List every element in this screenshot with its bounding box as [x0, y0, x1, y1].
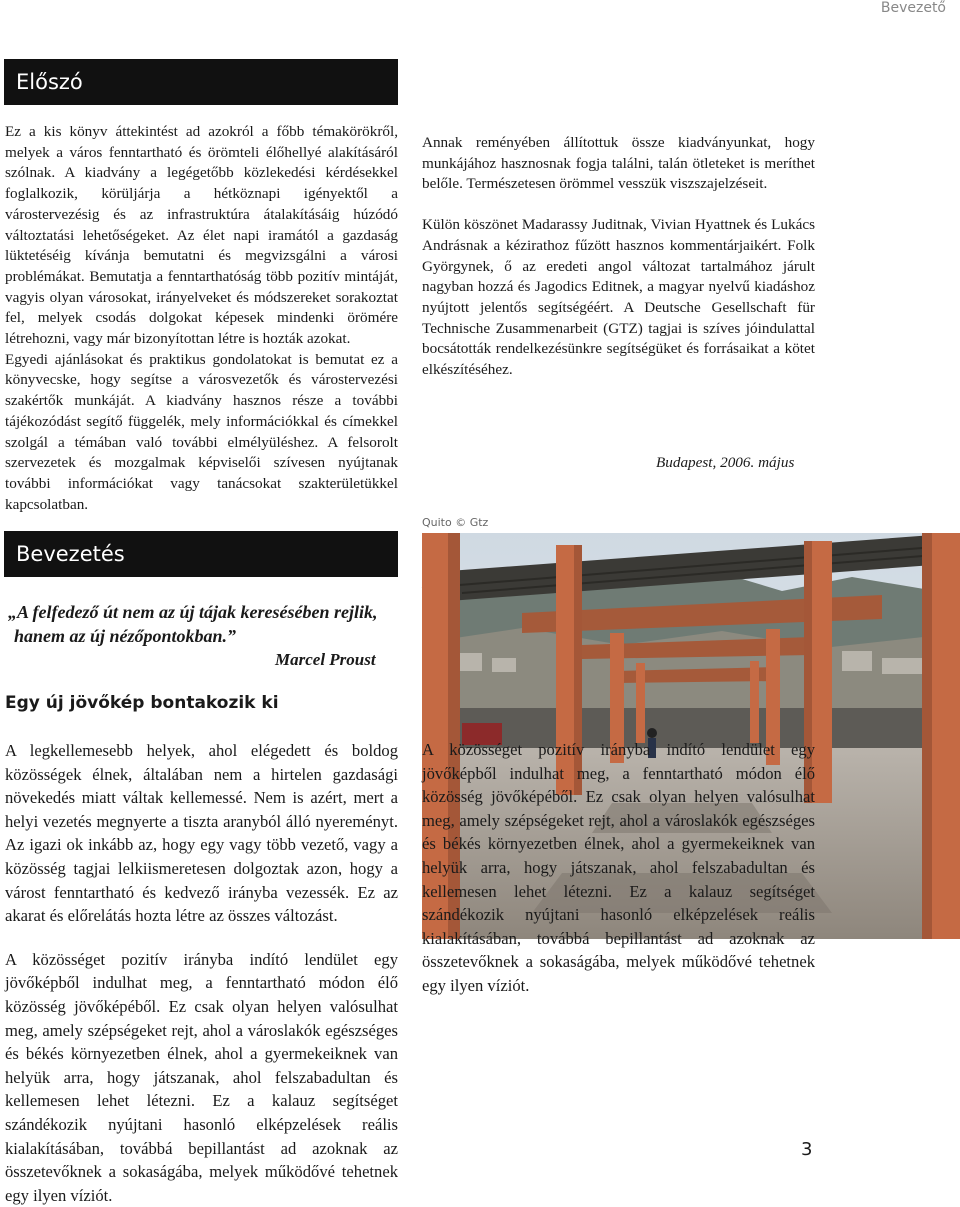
photo-caption: Quito © Gtz	[422, 516, 489, 529]
running-head: Bevezető	[880, 0, 946, 16]
foreword-paragraph-3: Annak reményében állítottuk össze kiadványunkat, hogy munkájához hasznosnak fogja találni, talán ötleteket is meríthet belőle. Természetesen örömmel vesszük viszszajelzéseit.	[422, 134, 815, 193]
epigraph-line-1: „A felfedező út nem az új tájak keresésében rejlik,	[8, 602, 378, 622]
introduction-heading-bar	[4, 531, 398, 577]
introduction-right-column	[422, 740, 815, 1090]
introduction-paragraph-2-overflow-text: A közösséget pozitív irányba indító lendület egy jövőképből indulhat meg, a fenntartható módon élő közösség jövőképéből. Ez csak olyan helyen valósulhat meg, amely szépségeket rejt, ahol a városlakók egészséges és békés környezetben élnek, ahol a gyermekeiknek van helyük arra, hogy játszanak, ahol felszabadultan és kellemesen lehet létezni. Ez a kalauz segítséget szándékozik nyújtani hasonló elképzelések reális kialakításában, továbbá bepillantást ad azoknak az összetevőknek a sokaságába, melyek működővé tehetnek egy ilyen víziót.	[422, 740, 815, 995]
foreword-left-column	[5, 122, 398, 513]
page-number: 3	[801, 1139, 813, 1160]
foreword-paragraph-2: Egyedi ajánlásokat és praktikus gondolatokat is bemutat ez a könyvecske, hogy segítse a városvezetők és várostervezési szakértők munkáját. A kiadvány hasznos része a további tájékozódást segítő függelék, mely információkkal és címekkel szolgál a témában való további elmélyüléshez. A felsorolt szervezetek és mozgalmak képviselői szívesen nyújtanak további információkat vagy tanácsokat szakterületükkel kapcsolatban.	[5, 350, 398, 513]
foreword-paragraph-4: Külön köszönet Madarassy Juditnak, Vivian Hyattnek és Lukács Andrásnak a kézirathoz fűzött hasznos kommentárjaikért. Folk Györgynek, ő az eredeti angol változat tartalmához járult nagyban hozzá és Jagodics Editnek, a magyar nyelvű kiadáshoz nyújtott jelentős segítségéért. A Deutsche Gesellschaft für Technische Zusammenarbeit (GTZ) tagjai is szíves jóindulattal bocsátották rendelkezésünkre segítségüket és forrásaikat a kötet elkészítéséhez.	[422, 216, 815, 379]
epigraph-line-2: hanem az új nézőpontokban.”	[14, 626, 237, 646]
introduction-subheading: Egy új jövőkép bontakozik ki	[5, 693, 279, 713]
foreword-heading: Előszó	[16, 70, 83, 94]
foreword-heading-bar	[4, 59, 398, 105]
epigraph-author: Marcel Proust	[275, 650, 376, 669]
introduction-paragraph-1: A legkellemesebb helyek, ahol elégedett és boldog közösségek élnek, általában nem a hirtelen gazdasági növekedés miatt váltak kellemessé. Nem is azért, mert a helyi vezetés megnyerte a tiszta aranyból álló nyereményt. Az igazi ok inkább az, hogy egy vagy több vezető, vagy a közösség tagjai lelkiismeretesen dolgoztak azon, hogy a várost fenntartható és kedvező irányba vezessék. Ez az akarat és előrelátás hozta létre az összes változást.	[5, 741, 398, 926]
foreword-paragraph-1: Ez a kis könyv áttekintést ad azokról a főbb témakörökről, melyek a város fenntartható és örömteli élőhellyé alakításáról szólnak. A kiadvány a legégetőbb közlekedési kérdésekkel foglalkozik, körüljárja a hétköznapi igényektől a várostervezésig és az infrastruktúra átalakításáig húzódó változtatási lehetőségeket. Az élet napi iramától a gazdaság lüktetéséig kívánja bemutatni és megvizsgálni a városi problémákat. Bemutatja a fenntarthatóság több pozitív mintáját, vagyis olyan városokat, irányelveket és módszereket sorakoztat fel, melyek csodás dolgokat képesek mindenki örömére létrehozni, vagy már bizonyítottan létre is hozták azokat.	[5, 123, 398, 348]
foreword-signature: Budapest, 2006. május	[656, 454, 795, 471]
foreword-paragraph-2-continued	[422, 56, 815, 119]
introduction-heading: Bevezetés	[16, 542, 125, 566]
introduction-paragraph-2-continued	[422, 740, 815, 1090]
foreword-right-column	[422, 56, 815, 436]
introduction-left-column	[5, 739, 398, 1205]
introduction-paragraph-2: A közösséget pozitív irányba indító lendület egy jövőképből indulhat meg, a fenntartható módon élő közösség jövőképéből. Ez csak olyan helyen valósulhat meg, amely szépségeket rejt, ahol a városlakók egészséges és békés környezetben élnek, ahol a gyermekeiknek van helyük arra, hogy játszanak, ahol felszabadultan és kellemesen lehet létezni. Ez a kalauz segítséget szándékozik nyújtani hasonló elképzelések reális kialakításában, továbbá bepillantást ad azoknak az összetevőknek a sokaságába, melyek működővé tehetnek egy ilyen víziót.	[5, 949, 398, 1205]
